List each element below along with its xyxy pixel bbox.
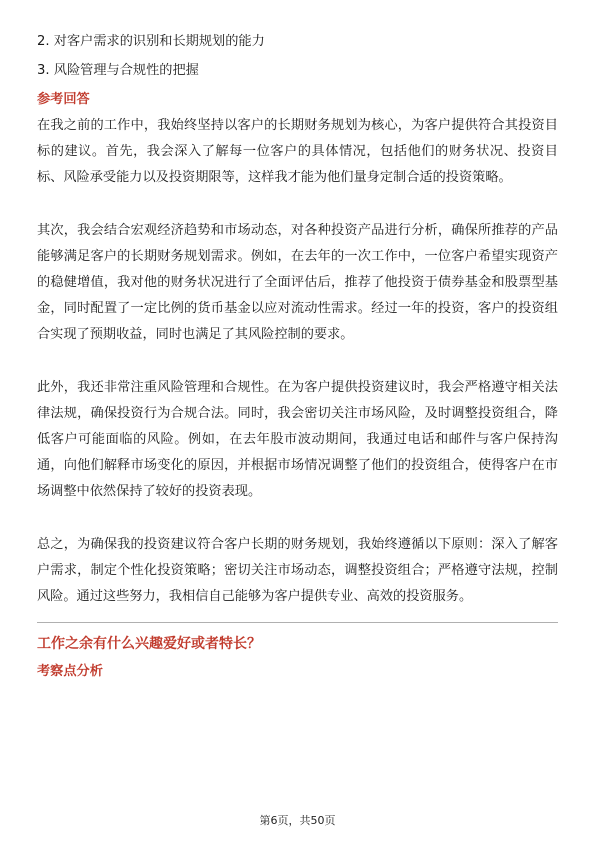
answer-heading: 参考回答 — [37, 92, 90, 107]
analysis-heading: 考察点分析 — [37, 664, 103, 680]
page-content — [37, 32, 558, 682]
list-item: 2. 对客户需求的识别和长期规划的能力 — [37, 34, 265, 49]
question-heading: 工作之余有什么兴趣爱好或者特长？ — [37, 636, 261, 653]
page-number: 第6页，共50页 — [259, 814, 336, 827]
list-item: 3. 风险管理与合规性的把握 — [37, 63, 199, 78]
answer-paragraph: 在我之前的工作中，我始终坚持以客户的长期财务规划为核心，为客户提供符合其投资目标的建议。首先，我会深入了解每一位客户的具体情况，包括他们的财务状况、投资目标、风险承受能力以及投资期限等，这样我才能为他们量身定制合适的投资策略。 — [37, 118, 558, 186]
section-divider — [37, 622, 558, 623]
answer-paragraph: 总之，为确保我的投资建议符合客户长期的财务规划，我始终遵循以下原则：深入了解客户需求，制定个性化投资策略；密切关注市场动态，调整投资组合；严格遵守法规，控制风险。通过这些努力，我相信自己能够为客户提供专业、高效的投资服务。 — [37, 536, 558, 605]
answer-paragraph: 其次，我会结合宏观经济趋势和市场动态，对各种投资产品进行分析，确保所推荐的产品能够满足客户的长期财务规划需求。例如，在去年的一次工作中，一位客户希望实现资产的稳健增值，我对他的财务状况进行了全面评估后，推荐了他投资于债券基金和股票型基金，同时配置了一定比例的货币基金以应对流动性需求。经过一年的投资，客户的投资组合实现了预期收益，同时也满足了其风险控制的要求。 — [37, 222, 558, 343]
answer-paragraph: 此外，我还非常注重风险管理和合规性。在为客户提供投资建议时，我会严格遵守相关法律法规，确保投资行为合规合法。同时，我会密切关注市场风险，及时调整投资组合，降低客户可能面临的风险。例如，在去年股市波动期间，我通过电话和邮件与客户保持沟通，向他们解释市场变化的原因，并根据市场情况调整了他们的投资组合，使得客户在市场调整中依然保持了较好的投资表现。 — [37, 379, 558, 500]
